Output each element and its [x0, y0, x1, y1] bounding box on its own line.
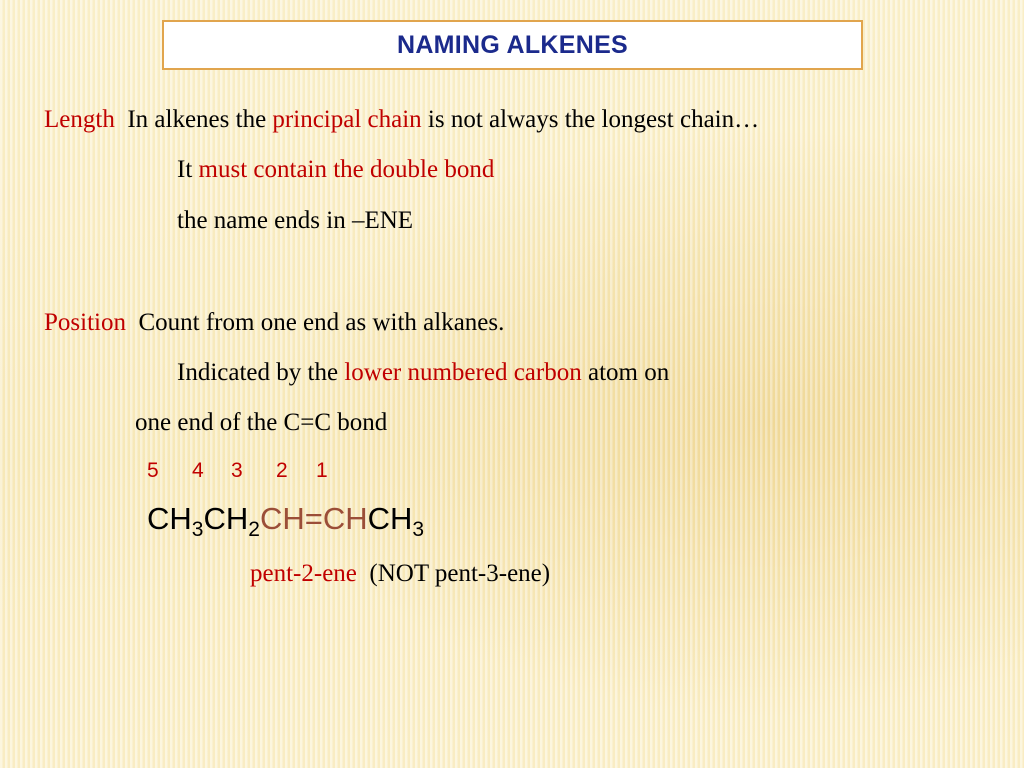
length-line-1 [44, 107, 759, 132]
compound-name-note: (NOT pent-3-ene) [369, 560, 551, 587]
position-line3: one end of the C=C bond [135, 409, 388, 436]
compound-name-line [250, 561, 550, 586]
carbon-number-4: 4 [192, 459, 204, 482]
formula-ch2: CH [203, 501, 249, 536]
carbon-number-2: 2 [276, 459, 288, 482]
compound-name-correct: pent-2-ene [250, 560, 357, 587]
length-line3: the name ends in –ENE [177, 207, 414, 234]
carbon-number-3: 3 [231, 459, 243, 482]
carbon-number-1: 1 [316, 459, 328, 482]
position-line2-highlight: lower numbered carbon [344, 359, 582, 386]
carbon-number-5: 5 [147, 459, 159, 482]
length-text-b: is not always the longest chain… [427, 106, 760, 133]
position-line2-suffix: atom on [587, 359, 670, 386]
length-highlight-a: principal chain [272, 106, 422, 133]
formula-ch3-a: CH [147, 501, 192, 536]
position-line-1 [44, 310, 504, 335]
formula-sub-c: 3 [412, 518, 425, 541]
length-line-2 [177, 157, 494, 182]
length-text-a: In alkenes the [127, 106, 267, 133]
position-line-2 [177, 360, 669, 385]
title-box [162, 20, 863, 70]
formula-double-bond: CH=CH [259, 501, 368, 536]
position-line2-prefix: Indicated by the [177, 359, 339, 386]
position-text: Count from one end as with alkanes. [138, 309, 505, 336]
formula-ch3-b: CH [367, 501, 413, 536]
slide-title: NAMING ALKENES [396, 30, 629, 59]
length-line-3 [177, 208, 413, 233]
length-line2-highlight: must contain the double bond [198, 156, 495, 183]
formula-sub-b: 2 [248, 518, 260, 541]
length-line2-prefix: It [177, 156, 193, 183]
structural-formula [147, 501, 425, 541]
position-line-3 [135, 410, 387, 435]
length-label: Length [44, 106, 115, 133]
formula-sub-a: 3 [191, 518, 204, 541]
position-label: Position [44, 309, 126, 336]
